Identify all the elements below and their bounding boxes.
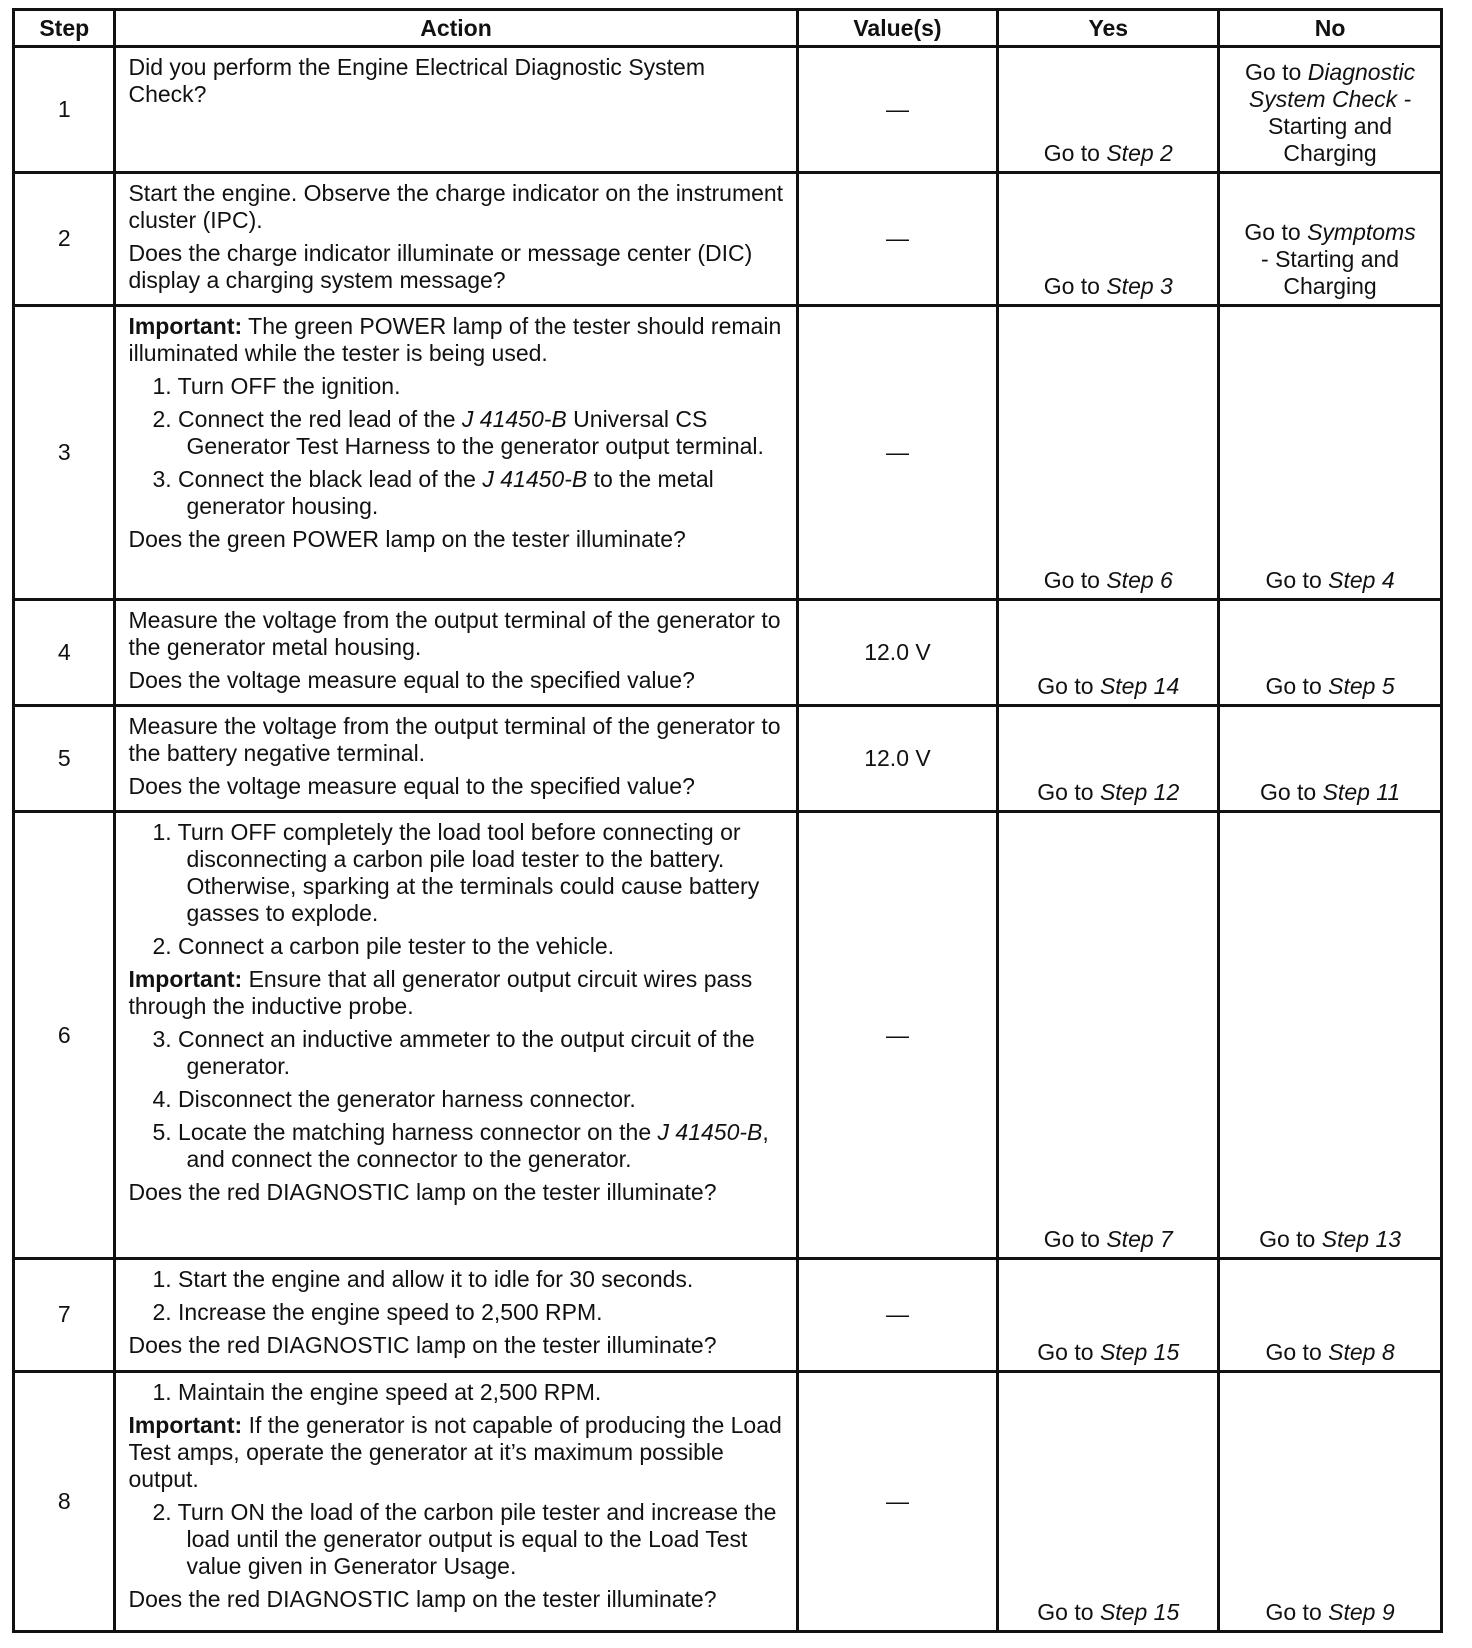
procedure-step [128,819,787,927]
text-run: Does the voltage measure equal to the specified value? [128,667,695,694]
text-run: Disconnect the generator harness connector. [178,1086,636,1113]
value-cell: — [797,305,998,600]
text-run: Start the engine. Observe the charge indicator on the instrument cluster (IPC). [128,179,784,233]
procedure-step [128,373,787,400]
action-cell [115,600,797,706]
yes-cell [998,600,1219,706]
value-cell: — [797,172,998,305]
reference-text: Step 8 [1328,1338,1395,1365]
text-run: Go to [1245,58,1308,85]
text-run: Turn ON the load of the carbon pile tester and increase the load until the generator output is equal to the Load Test value given in Generator Usage. [177,1498,777,1579]
table-row [14,600,1442,706]
action-paragraph [128,240,787,294]
yes-outcome-text [1003,567,1213,594]
action-cell [115,172,797,305]
text-run: Go to [1265,673,1329,700]
yes-cell [998,47,1219,173]
no-outcome-text [1224,59,1436,167]
value-cell: — [797,47,998,173]
procedure-step [128,933,787,960]
text-run: Go to [1037,673,1100,700]
procedure-step [128,1119,787,1173]
action-cell [115,305,797,600]
value-cell: 12.0 V [797,706,998,812]
text-run: Increase the engine speed to 2,500 RPM. [178,1298,603,1325]
text-run: Turn OFF completely the load tool before connecting or disconnecting a carbon pile load tester to the battery. Otherwise, sparking at the terminals could cause battery gasses to explode. [177,819,760,927]
table-body [14,47,1442,1632]
important-label: Important: [128,966,243,993]
text-run: Does the voltage measure equal to the specified value? [128,773,695,800]
text-run: Go to [1259,779,1323,806]
step-number: 8 [14,1371,115,1631]
text-run: to the metal generator housing. [186,465,714,519]
no-cell [1219,812,1442,1259]
text-run: Does the red DIAGNOSTIC lamp on the tester illuminate? [128,1331,717,1358]
procedure-step [128,406,787,460]
action-paragraph [128,526,787,553]
no-outcome-text [1224,1226,1436,1253]
text-run: Go to [1043,567,1107,594]
no-cell [1219,47,1442,173]
procedure-step-number: 1. [152,1265,179,1292]
procedure-step-number: 2. [152,1298,179,1325]
text-run: If the generator is not capable of producing the Load Test amps, operate the generator at it’s maximum possible output. [128,1411,782,1492]
yes-cell [998,706,1219,812]
action-paragraph [128,713,787,767]
action-paragraph [128,1586,787,1613]
text-run: Measure the voltage from the output terminal of the generator to the generator metal housing. [128,607,781,661]
reference-text: Diagnostic System Check - [1248,58,1416,112]
text-run: Go to [1043,139,1107,166]
text-run: Measure the voltage from the output terminal of the generator to the battery negative terminal. [128,713,781,767]
reference-text: Step 13 [1321,1225,1402,1252]
no-cell [1219,1258,1442,1371]
action-paragraph [128,607,787,661]
text-run: Maintain the engine speed at 2,500 RPM. [178,1378,602,1405]
text-run: Go to [1265,567,1329,594]
value-cell: — [797,812,998,1259]
procedure-step [128,1086,787,1113]
yes-cell [998,812,1219,1259]
text-run: Does the red DIAGNOSTIC lamp on the tester illuminate? [128,1179,717,1206]
reference-text: Symptoms [1307,218,1416,245]
yes-cell [998,172,1219,305]
action-cell [115,1258,797,1371]
action-paragraph [128,773,787,800]
action-cell [115,47,797,173]
step-number: 4 [14,600,115,706]
text-run: Does the red DIAGNOSTIC lamp on the tester illuminate? [128,1585,717,1612]
important-label: Important: [128,1411,243,1438]
text-run: Does the charge indicator illuminate or message center (DIC) display a charging system message? [128,239,753,293]
action-cell [115,1371,797,1631]
header-yes: Yes [998,10,1219,47]
table-row [14,305,1442,600]
action-cell [115,812,797,1259]
action-paragraph [128,966,787,1020]
yes-cell [998,1258,1219,1371]
text-run: Connect the red lead of the [178,405,462,432]
action-paragraph [128,1412,787,1493]
value-cell: — [797,1371,998,1631]
yes-outcome-text [1003,1339,1213,1366]
text-run: Universal CS Generator Test Harness to the generator output terminal. [186,405,764,459]
table-row [14,1371,1442,1631]
text-run: Connect a carbon pile tester to the vehicle. [178,933,615,960]
yes-cell [998,1371,1219,1631]
reference-text: Step 12 [1099,779,1180,806]
procedure-step-number: 3. [152,1026,179,1053]
no-outcome-text [1224,1599,1436,1626]
text-run: Start the engine and allow it to idle for 30 seconds. [178,1265,694,1292]
action-paragraph [128,1179,787,1206]
yes-outcome-text [1003,273,1213,300]
text-run: Go to [1043,272,1107,299]
text-run: Go to [1265,1338,1329,1365]
no-outcome-text [1224,1339,1436,1366]
procedure-step-number: 4. [152,1086,179,1113]
text-run: Turn OFF the ignition. [177,372,401,399]
text-run: , and connect the connector to the generator. [186,1119,769,1173]
text-run: Connect an inductive ammeter to the output circuit of the generator. [178,1026,755,1080]
text-run: Starting and Charging [1268,112,1393,166]
step-number: 6 [14,812,115,1259]
text-run: Go to [1265,1599,1329,1625]
text-run: Go to [1043,1225,1107,1252]
header-value: Value(s) [797,10,998,47]
text-run: Does the green POWER lamp on the tester illuminate? [128,525,686,552]
yes-outcome-text [1003,779,1213,806]
procedure-step-number: 1. [152,372,178,399]
text-run: Ensure that all generator output circuit wires pass through the inductive probe. [128,966,753,1020]
text-run: - Starting and Charging [1261,245,1400,299]
procedure-step-number: 1. [152,1378,179,1405]
no-outcome-text [1224,673,1436,700]
no-cell [1219,706,1442,812]
action-cell [115,706,797,812]
header-step: Step [14,10,115,47]
action-paragraph [128,54,787,108]
text-run: Connect the black lead of the [178,465,483,492]
action-paragraph [128,180,787,234]
procedure-step-number: 2. [152,405,179,432]
table-row [14,812,1442,1259]
no-cell [1219,305,1442,600]
table-row [14,47,1442,173]
step-number: 7 [14,1258,115,1371]
step-number: 5 [14,706,115,812]
procedure-step [128,1266,787,1293]
text-run: Locate the matching harness connector on the [178,1119,658,1146]
reference-text: Step 2 [1106,139,1173,166]
step-number: 2 [14,172,115,305]
value-cell: 12.0 V [797,600,998,706]
header-action: Action [115,10,797,47]
yes-outcome-text [1003,140,1213,167]
text-run: Go to [1037,779,1100,806]
no-cell [1219,600,1442,706]
value-cell: — [797,1258,998,1371]
text-run: The green POWER lamp of the tester should remain illuminated while the tester is being used. [128,312,782,366]
no-cell [1219,1371,1442,1631]
yes-outcome-text [1003,1226,1213,1253]
reference-text: J 41450-B [657,1119,763,1146]
diagnostic-table [12,8,1443,1633]
reference-text: Step 3 [1106,272,1173,299]
procedure-step-number: 3. [152,465,179,492]
reference-text: Step 11 [1322,779,1401,806]
reference-text: Step 14 [1099,673,1180,700]
reference-text: Step 9 [1328,1599,1395,1625]
reference-text: Step 4 [1328,567,1395,594]
yes-outcome-text [1003,673,1213,700]
no-cell [1219,172,1442,305]
procedure-step [128,1499,787,1580]
no-outcome-text [1224,779,1436,806]
procedure-step-number: 2. [152,933,179,960]
reference-text: Step 5 [1328,673,1395,700]
reference-text: Step 15 [1099,1338,1180,1365]
yes-outcome-text [1003,1599,1213,1626]
reference-text: J 41450-B [482,465,588,492]
procedure-step [128,1379,787,1406]
text-run: Go to [1244,218,1308,245]
header-row [14,10,1442,47]
table-row [14,172,1442,305]
step-number: 1 [14,47,115,173]
action-paragraph [128,667,787,694]
important-label: Important: [128,312,243,339]
text-run: Go to [1037,1338,1100,1365]
reference-text: Step 15 [1099,1599,1180,1625]
header-no: No [1219,10,1442,47]
text-run: Go to [1259,1225,1322,1252]
text-run: Did you perform the Engine Electrical Diagnostic System Check? [128,54,705,107]
table-row [14,706,1442,812]
table-row [14,1258,1442,1371]
action-paragraph [128,1332,787,1359]
procedure-step-number: 5. [152,1119,179,1146]
procedure-step [128,466,787,520]
yes-cell [998,305,1219,600]
procedure-step-number: 2. [152,1498,178,1525]
no-outcome-text [1224,567,1436,594]
procedure-step [128,1299,787,1326]
reference-text: Step 7 [1106,1225,1173,1252]
action-paragraph [128,313,787,367]
text-run: Go to [1037,1599,1100,1625]
procedure-step [128,1026,787,1080]
reference-text: Step 6 [1106,567,1173,594]
step-number: 3 [14,305,115,600]
reference-text: J 41450-B [461,405,567,432]
no-outcome-text [1224,219,1436,300]
procedure-step-number: 1. [152,819,178,846]
